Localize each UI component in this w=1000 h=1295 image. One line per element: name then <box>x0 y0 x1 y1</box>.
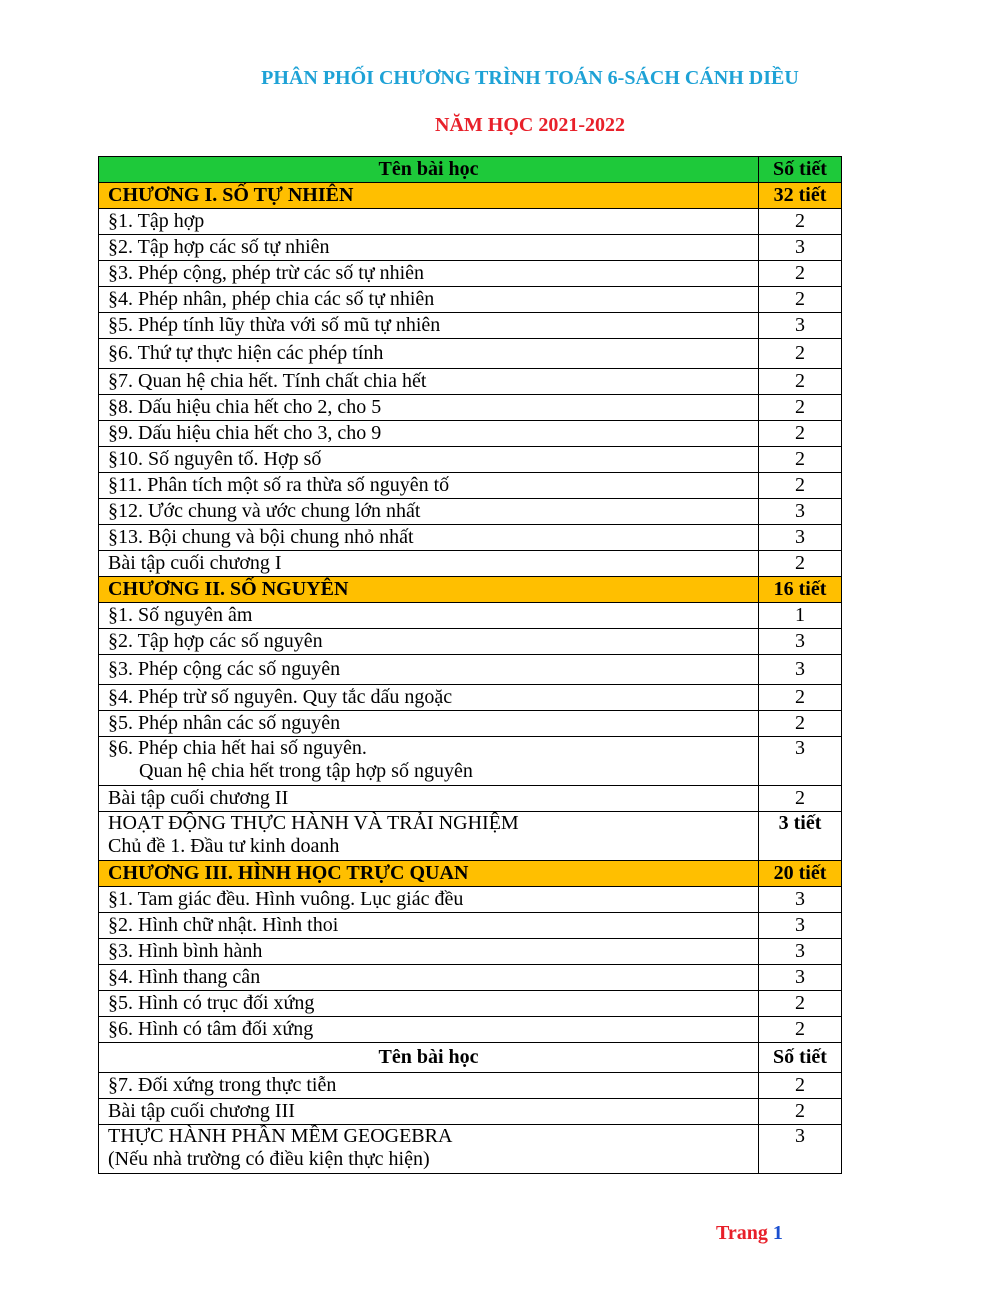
lesson-name: §4. Phép nhân, phép chia các số tự nhiên <box>99 287 759 313</box>
activity-row <box>99 812 842 861</box>
lesson-name: §1. Tam giác đều. Hình vuông. Lục giác đều <box>99 887 759 913</box>
lesson-line-2: Quan hệ chia hết trong tập hợp số nguyên <box>139 760 473 782</box>
lesson-name: §10. Số nguyên tố. Hợp số <box>99 447 759 473</box>
lesson-name: §2. Hình chữ nhật. Hình thoi <box>99 913 759 939</box>
chapter-row <box>99 183 842 209</box>
lesson-name: §6. Hình có tâm đối xứng <box>99 1017 759 1043</box>
lesson-name: §8. Dấu hiệu chia hết cho 2, cho 5 <box>99 395 759 421</box>
geogebra-line-1: THỰC HÀNH PHẦN MỀM GEOGEBRA <box>108 1125 453 1147</box>
page-footer <box>716 1222 783 1245</box>
lesson-name: §6. Thứ tự thực hiện các phép tính <box>99 339 759 369</box>
lesson-periods: 2 <box>759 1073 842 1099</box>
table-row <box>99 395 842 421</box>
lesson-name: §12. Ước chung và ước chung lớn nhất <box>99 499 759 525</box>
chapter-periods: 32 tiết <box>759 183 842 209</box>
lesson-periods: 3 <box>759 499 842 525</box>
lesson-periods: 1 <box>759 603 842 629</box>
table-row <box>99 1017 842 1043</box>
table-row <box>99 209 842 235</box>
table-row <box>99 965 842 991</box>
lesson-name: §5. Hình có trục đối xứng <box>99 991 759 1017</box>
header-lesson: Tên bài học <box>99 157 759 183</box>
table-row <box>99 525 842 551</box>
chapter-title: CHƯƠNG III. HÌNH HỌC TRỰC QUAN <box>99 861 759 887</box>
lesson-periods: 2 <box>759 685 842 711</box>
lesson-name: §5. Phép tính lũy thừa với số mũ tự nhiên <box>99 313 759 339</box>
lesson-periods: 2 <box>759 287 842 313</box>
lesson-periods: 3 <box>759 939 842 965</box>
table-row <box>99 655 842 685</box>
lesson-periods: 2 <box>759 1099 842 1125</box>
table-row <box>99 629 842 655</box>
table-row <box>99 287 842 313</box>
lesson-line-1: §6. Phép chia hết hai số nguyên. <box>108 737 367 759</box>
table-row <box>99 786 842 812</box>
lesson-name: §1. Tập hợp <box>99 209 759 235</box>
table-row <box>99 235 842 261</box>
activity-line-1: HOẠT ĐỘNG THỰC HÀNH VÀ TRẢI NGHIỆM <box>108 812 519 834</box>
lesson-name: §13. Bội chung và bội chung nhỏ nhất <box>99 525 759 551</box>
lesson-name: §3. Hình bình hành <box>99 939 759 965</box>
lesson-periods: 2 <box>759 339 842 369</box>
header-periods: Số tiết <box>759 1043 842 1073</box>
lesson-periods: 2 <box>759 421 842 447</box>
lesson-periods: 2 <box>759 1017 842 1043</box>
lesson-periods: 3 <box>759 655 842 685</box>
table-row <box>99 887 842 913</box>
lesson-periods: 2 <box>759 551 842 577</box>
table-row <box>99 473 842 499</box>
lesson-name: §9. Dấu hiệu chia hết cho 3, cho 9 <box>99 421 759 447</box>
table-row <box>99 313 842 339</box>
lesson-periods: 2 <box>759 209 842 235</box>
geogebra-periods: 3 <box>759 1125 842 1174</box>
lesson-periods: 2 <box>759 395 842 421</box>
lesson-periods: 3 <box>759 887 842 913</box>
lesson-periods: 2 <box>759 711 842 737</box>
table-row <box>99 551 842 577</box>
chapter-row <box>99 577 842 603</box>
table-row <box>99 499 842 525</box>
table-row <box>99 421 842 447</box>
lesson-periods: 3 <box>759 965 842 991</box>
lesson-name: §3. Phép cộng các số nguyên <box>99 655 759 685</box>
lesson-name: §5. Phép nhân các số nguyên <box>99 711 759 737</box>
chapter-title: CHƯƠNG II. SỐ NGUYÊN <box>99 577 759 603</box>
chapter-title: CHƯƠNG I. SỐ TỰ NHIÊN <box>99 183 759 209</box>
lesson-name: §1. Số nguyên âm <box>99 603 759 629</box>
lesson-periods: 2 <box>759 991 842 1017</box>
lesson-name: §4. Hình thang cân <box>99 965 759 991</box>
page-label: Trang <box>716 1222 768 1244</box>
lesson-periods: 3 <box>759 913 842 939</box>
page-number: 1 <box>772 1222 783 1244</box>
lesson-name: §7. Quan hệ chia hết. Tính chất chia hết <box>99 369 759 395</box>
geogebra-name <box>99 1125 759 1174</box>
lesson-name: §4. Phép trừ số nguyên. Quy tắc dấu ngoặc <box>99 685 759 711</box>
document-title: PHÂN PHỐI CHƯƠNG TRÌNH TOÁN 6-SÁCH CÁNH DIỀU <box>261 67 799 89</box>
table-row <box>99 685 842 711</box>
chapter-row <box>99 861 842 887</box>
lesson-name: Bài tập cuối chương III <box>99 1099 759 1125</box>
lesson-periods: 2 <box>759 473 842 499</box>
lesson-periods: 2 <box>759 261 842 287</box>
table-header-repeat <box>99 1043 842 1073</box>
lesson-periods: 2 <box>759 786 842 812</box>
lesson-periods: 3 <box>759 737 842 786</box>
activity-name <box>99 812 759 861</box>
lesson-name: §11. Phân tích một số ra thừa số nguyên tố <box>99 473 759 499</box>
table-row <box>99 261 842 287</box>
lesson-name: Bài tập cuối chương I <box>99 551 759 577</box>
lesson-name <box>99 737 759 786</box>
table-row <box>99 737 842 786</box>
lesson-periods: 3 <box>759 525 842 551</box>
table-row <box>99 339 842 369</box>
lesson-periods: 3 <box>759 235 842 261</box>
table-row <box>99 1073 842 1099</box>
table-row <box>99 913 842 939</box>
lesson-name: §2. Tập hợp các số nguyên <box>99 629 759 655</box>
geogebra-row <box>99 1125 842 1174</box>
school-year: NĂM HỌC 2021-2022 <box>435 114 625 136</box>
table-row <box>99 711 842 737</box>
activity-periods: 3 tiết <box>759 812 842 861</box>
table-row <box>99 991 842 1017</box>
table-row <box>99 447 842 473</box>
table-header <box>99 157 842 183</box>
chapter-periods: 20 tiết <box>759 861 842 887</box>
lesson-name: §3. Phép cộng, phép trừ các số tự nhiên <box>99 261 759 287</box>
lesson-periods: 2 <box>759 369 842 395</box>
header-periods: Số tiết <box>759 157 842 183</box>
activity-line-2: Chủ đề 1. Đầu tư kinh doanh <box>108 835 340 857</box>
table-row <box>99 369 842 395</box>
table-row <box>99 603 842 629</box>
header-lesson: Tên bài học <box>99 1043 759 1073</box>
chapter-periods: 16 tiết <box>759 577 842 603</box>
geogebra-line-2: (Nếu nhà trường có điều kiện thực hiện) <box>108 1148 430 1170</box>
table-row <box>99 939 842 965</box>
lesson-periods: 3 <box>759 313 842 339</box>
curriculum-table <box>98 156 842 1174</box>
lesson-periods: 2 <box>759 447 842 473</box>
lesson-name: §2. Tập hợp các số tự nhiên <box>99 235 759 261</box>
lesson-periods: 3 <box>759 629 842 655</box>
lesson-name: §7. Đối xứng trong thực tiễn <box>99 1073 759 1099</box>
lesson-name: Bài tập cuối chương II <box>99 786 759 812</box>
table-row <box>99 1099 842 1125</box>
